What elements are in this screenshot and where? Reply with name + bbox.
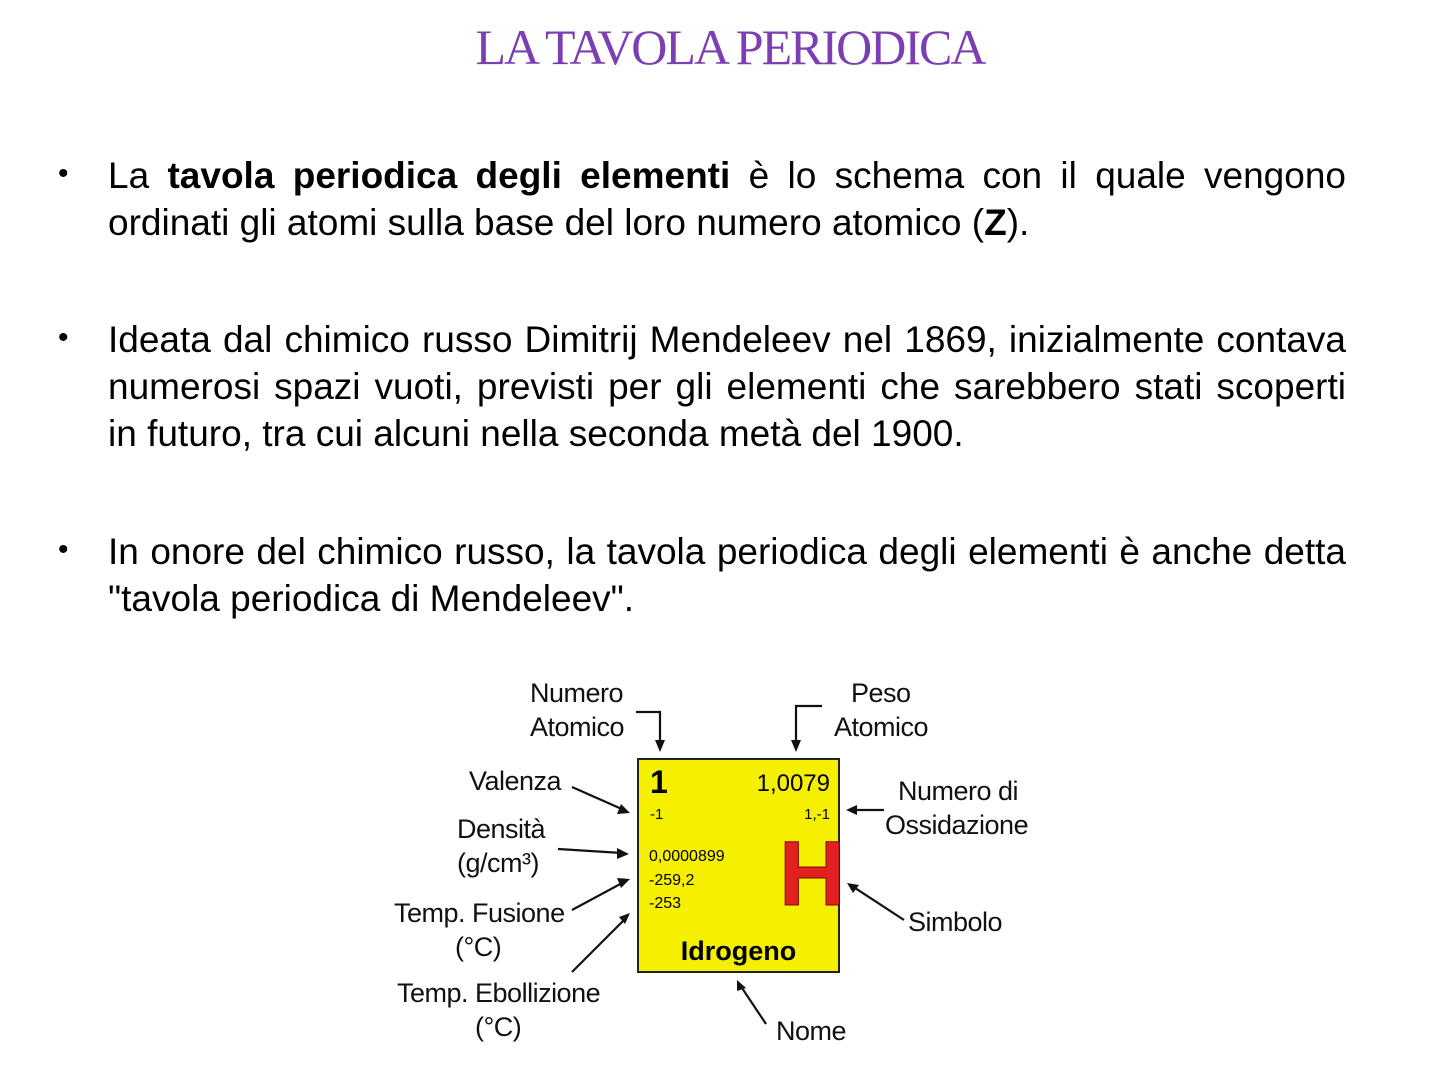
label-densita: (g/cm³) [457, 848, 539, 878]
boiling-point: -253 [649, 895, 682, 912]
label-simbolo: Simbolo [908, 907, 1003, 937]
label-numero-ossidazione: Ossidazione [885, 810, 1029, 840]
valenza-line [572, 787, 624, 810]
arrowhead [846, 805, 857, 815]
bold-term: tavola periodica degli elementi [167, 155, 731, 196]
arrowhead [737, 980, 746, 991]
text-segment: è lo schema con il quale vengono ordinati gli atomi sulla base del loro numero atomico ( [108, 155, 1346, 243]
bullet-dot: • [58, 321, 69, 354]
fusione-line [572, 882, 624, 910]
label-temp-fusione: Temp. Fusione [394, 898, 565, 928]
arrowhead [617, 804, 630, 814]
label-peso-atomico: Peso [851, 678, 911, 708]
atomic-weight: 1,0079 [756, 770, 830, 797]
bullet-text: Ideata dal chimico russo Dimitrij Mendeleev nel 1869, inizialmente contava numerosi spazi vuoti, previsti per gli elementi che sarebbero stati scoperti in futuro, tra cui alcuni nella seconda metà del 1900. [108, 319, 1346, 454]
arrowhead [847, 883, 859, 893]
label-temp-fusione: (°C) [455, 932, 502, 962]
nome-line [740, 985, 766, 1024]
arrowhead [617, 878, 630, 888]
oxidation-numbers: 1,-1 [804, 806, 830, 823]
ebollizione-line [572, 918, 626, 972]
label-numero-ossidazione: Numero di [898, 776, 1019, 806]
element-symbol: H [779, 823, 846, 925]
bullet-dot: • [58, 533, 69, 566]
page-title: LA TAVOLA PERIODICA [475, 19, 985, 75]
label-temp-ebollizione: (°C) [475, 1012, 522, 1042]
arrowhead [791, 740, 801, 752]
atomic-number: 1 [650, 764, 668, 800]
valence: -1 [650, 806, 664, 823]
melting-point: -259,2 [649, 872, 695, 889]
bold-symbol: Z [984, 202, 1007, 243]
label-numero-atomico: Numero [530, 678, 624, 708]
text-segment: La [108, 155, 168, 196]
simbolo-line [852, 886, 904, 920]
label-densita: Densità [457, 814, 546, 844]
label-numero-atomico: Atomico [530, 712, 625, 742]
density-value: 0,0000899 [649, 848, 725, 865]
label-temp-ebollizione: Temp. Ebollizione [397, 978, 601, 1008]
bullet-text: In onore del chimico russo, la tavola periodica degli elementi è anche detta "tavola periodica di Mendeleev". [108, 531, 1346, 619]
bullet-dot: • [58, 157, 69, 190]
label-peso-atomico: Atomico [834, 712, 929, 742]
element-card [637, 758, 846, 973]
label-valenza: Valenza [469, 766, 562, 796]
element-name: Idrogeno [680, 936, 797, 966]
densita-line [558, 849, 622, 853]
text-segment: ). [1006, 202, 1030, 243]
label-nome: Nome [776, 1016, 847, 1046]
arrowhead [655, 740, 665, 752]
arrowhead [617, 848, 629, 859]
